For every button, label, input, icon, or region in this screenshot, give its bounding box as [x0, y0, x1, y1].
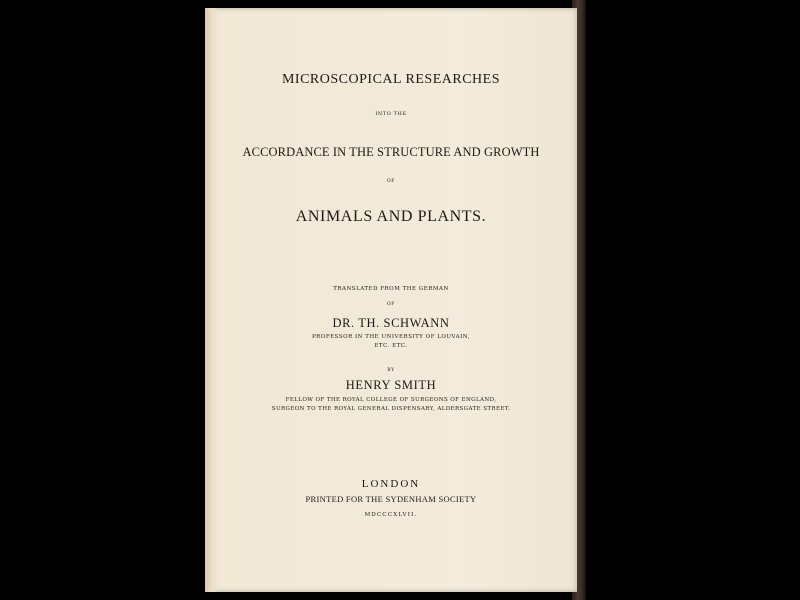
- author-affiliation-etc: ETC. ETC.: [374, 343, 408, 349]
- imprint-year: MDCCCXLVII.: [364, 512, 418, 518]
- page-gutter: [205, 8, 219, 592]
- imprint-printer: PRINTED FOR THE SYDENHAM SOCIETY: [305, 494, 477, 504]
- translator-affiliation-1: FELLOW OF THE ROYAL COLLEGE OF SURGEONS OF ENGLAND,: [285, 397, 497, 403]
- title-line-2: ACCORDANCE IN THE STRUCTURE AND GROWTH: [242, 145, 540, 159]
- translator-affiliation-2: SURGEON TO THE ROYAL GENERAL DISPENSARY, ALDERSGATE STREET.: [271, 406, 511, 412]
- author-affiliation: PROFESSOR IN THE UNIVERSITY OF LOUVAIN,: [311, 334, 471, 340]
- author-name: DR. TH. SCHWANN: [332, 316, 450, 330]
- connector-of: OF: [386, 179, 395, 184]
- imprint-place: LONDON: [361, 478, 421, 490]
- title-line-1: MICROSCOPICAL RESEARCHES: [281, 72, 501, 87]
- title-line-3: ANIMALS AND PLANTS.: [295, 208, 487, 225]
- connector-into-the: INTO THE: [375, 111, 407, 117]
- title-page: [205, 8, 577, 592]
- connector-by: BY: [387, 368, 395, 373]
- translator-name: HENRY SMITH: [345, 378, 437, 392]
- connector-of-author: OF: [386, 302, 395, 307]
- translated-from-line: TRANSLATED FROM THE GERMAN: [333, 286, 449, 292]
